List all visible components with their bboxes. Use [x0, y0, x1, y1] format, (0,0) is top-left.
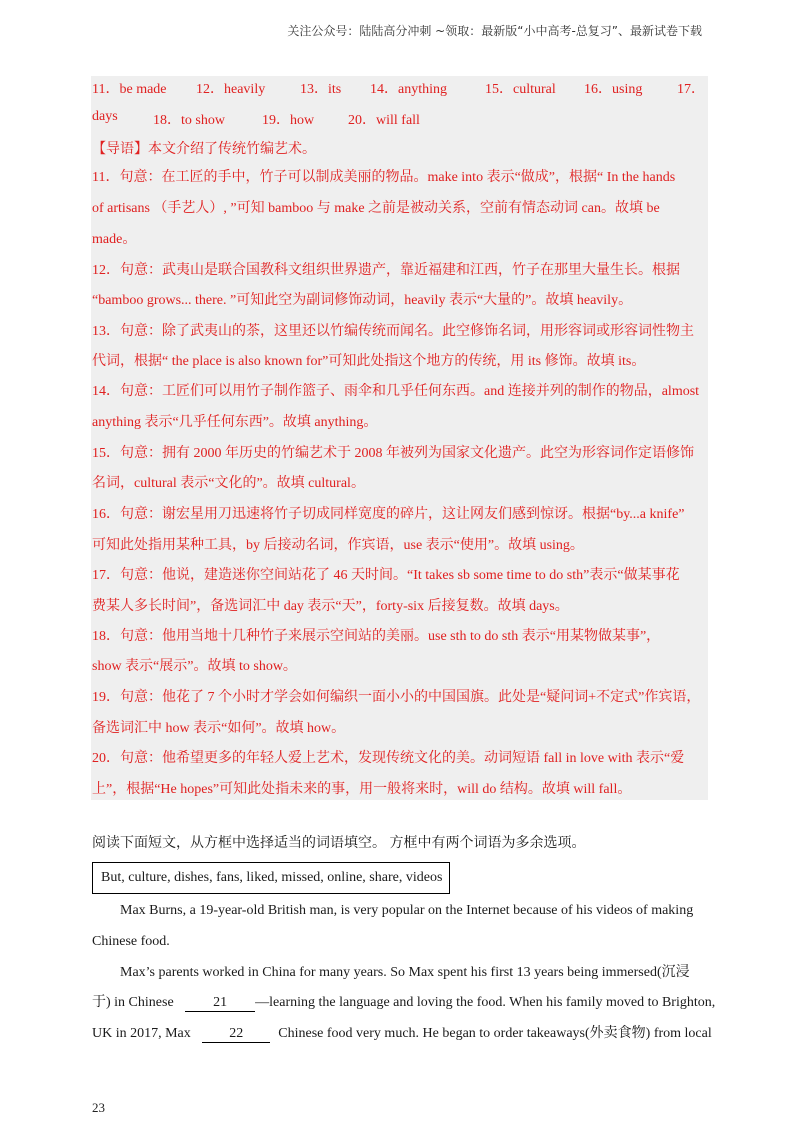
answer-16: 16．using	[584, 82, 643, 97]
explanation-line: 12．句意：武夷山是联合国教科文组织世界遗产，靠近福建和江西，竹子在那里大量生长。根据	[92, 263, 680, 278]
answer-20: 20．will fall	[348, 113, 420, 128]
answer-12: 12．heavily	[196, 82, 266, 97]
blank-22[interactable]: 22	[202, 1026, 270, 1043]
explanation-line: 上”，根据“He hopes”可知此处指未来的事，用一般将来时，will do 结构。故填 will fall。	[92, 782, 632, 797]
explanation-line: 15．句意：拥有 2000 年历史的竹编艺术于 2008 年被列为国家文化遗产。此空为形容词作定语修饰	[92, 446, 694, 461]
explanation-line: 13．句意：除了武夷山的茶，这里还以竹编传统而闻名。此空修饰名词，用形容词或形容词性物主	[92, 324, 694, 339]
blank-21[interactable]: 21	[185, 995, 255, 1012]
passage-text: 于) in Chinese	[92, 995, 174, 1010]
explanation-line: “bamboo grows... there. ”可知此空为副词修饰动词，heavily 表示“大量的”。故填 heavily。	[92, 293, 633, 308]
explanation-line: show 表示“展示”。故填 to show。	[92, 659, 297, 674]
exercise-instruction: 阅读下面短文，从方框中选择适当的词语填空。 方框中有两个词语为多余选项。	[92, 836, 586, 851]
passage-text: Chinese food very much. He began to order takeaways(外卖食物) from local	[278, 1026, 712, 1041]
explanation-line: of artisans （手艺人）, ”可知 bamboo 与 make 之前是被动关系，空前有情态动词 can。故填 be	[92, 201, 660, 216]
word-choice-box: But, culture, dishes, fans, liked, missed, online, share, videos	[92, 862, 450, 894]
answer-15: 15．cultural	[485, 82, 556, 97]
passage-line	[92, 1024, 712, 1044]
answer-18: 18．to show	[153, 113, 225, 128]
passage-line: Max’s parents worked in China for many years. So Max spent his first 13 years being immersed(沉浸	[120, 965, 690, 980]
answer-17-word: days	[92, 109, 118, 124]
explanation-line: 14．句意：工匠们可以用竹子制作篮子、雨伞和几乎任何东西。and 连接并列的制作的物品，almost	[92, 384, 700, 399]
answer-13: 13．its	[300, 82, 342, 97]
explanation-line: 代词，根据“ the place is also known for”可知此处指这个地方的传统，用 its 修饰。故填 its。	[92, 354, 646, 369]
explanation-line: 11．句意：在工匠的手中，竹子可以制成美丽的物品。make into 表示“做成”，根据“ In the hands	[92, 170, 676, 185]
answer-11: 11．be made	[92, 82, 167, 97]
passage-text: UK in 2017, Max	[92, 1026, 191, 1041]
answer-19: 19．how	[262, 113, 315, 128]
page-header: 关注公众号：陆陆高分冲刺 ~领取：最新版“小中高考-总复习”、最新试卷下载	[287, 24, 702, 38]
explanation-line: 20．句意：他希望更多的年轻人爱上艺术，发现传统文化的美。动词短语 fall in love with 表示“爱	[92, 751, 685, 766]
explanation-line: 备选词汇中 how 表示“如何”。故填 how。	[92, 721, 346, 736]
explanation-line: 19．句意：他花了 7 个小时才学会如何编织一面小小的中国国旗。此处是“疑问词+不定式”作宾语，	[92, 690, 701, 705]
passage-text: —learning the language and loving the food. When his family moved to Brighton,	[255, 995, 716, 1010]
explanation-line: 16．句意：谢宏星用刀迅速将竹子切成同样宽度的碎片，这让网友们感到惊讶。根据“by...a knife”	[92, 507, 685, 522]
passage-line: Chinese food.	[92, 934, 170, 949]
explanation-line: 可知此处指用某种工具，by 后接动名词，作宾语，use 表示“使用”。故填 using。	[92, 538, 584, 553]
explanation-line: 名词，cultural 表示“文化的”。故填 cultural。	[92, 476, 365, 491]
passage-line: Max Burns, a 19-year-old British man, is very popular on the Internet because of his videos of making	[120, 903, 694, 918]
explanation-line: 费某人多长时间”，备选词汇中 day 表示“天”，forty-six 后接复数。故填 days。	[92, 599, 569, 614]
passage-line	[92, 993, 715, 1013]
explanation-line: 【导语】本文介绍了传统竹编艺术。	[92, 142, 316, 157]
answer-14: 14．anything	[370, 82, 447, 97]
explanation-line: anything 表示“几乎任何东西”。故填 anything。	[92, 415, 378, 430]
explanation-line: made。	[92, 232, 137, 247]
explanation-line: 18．句意：他用当地十几种竹子来展示空间站的美丽。use sth to do sth 表示“用某物做某事”，	[92, 629, 661, 644]
answer-17-number: 17．	[677, 82, 705, 97]
page-number: 23	[92, 1100, 105, 1115]
explanation-line: 17．句意：他说，建造迷你空间站花了 46 天时间。“It takes sb some time to do sth”表示“做某事花	[92, 568, 680, 583]
